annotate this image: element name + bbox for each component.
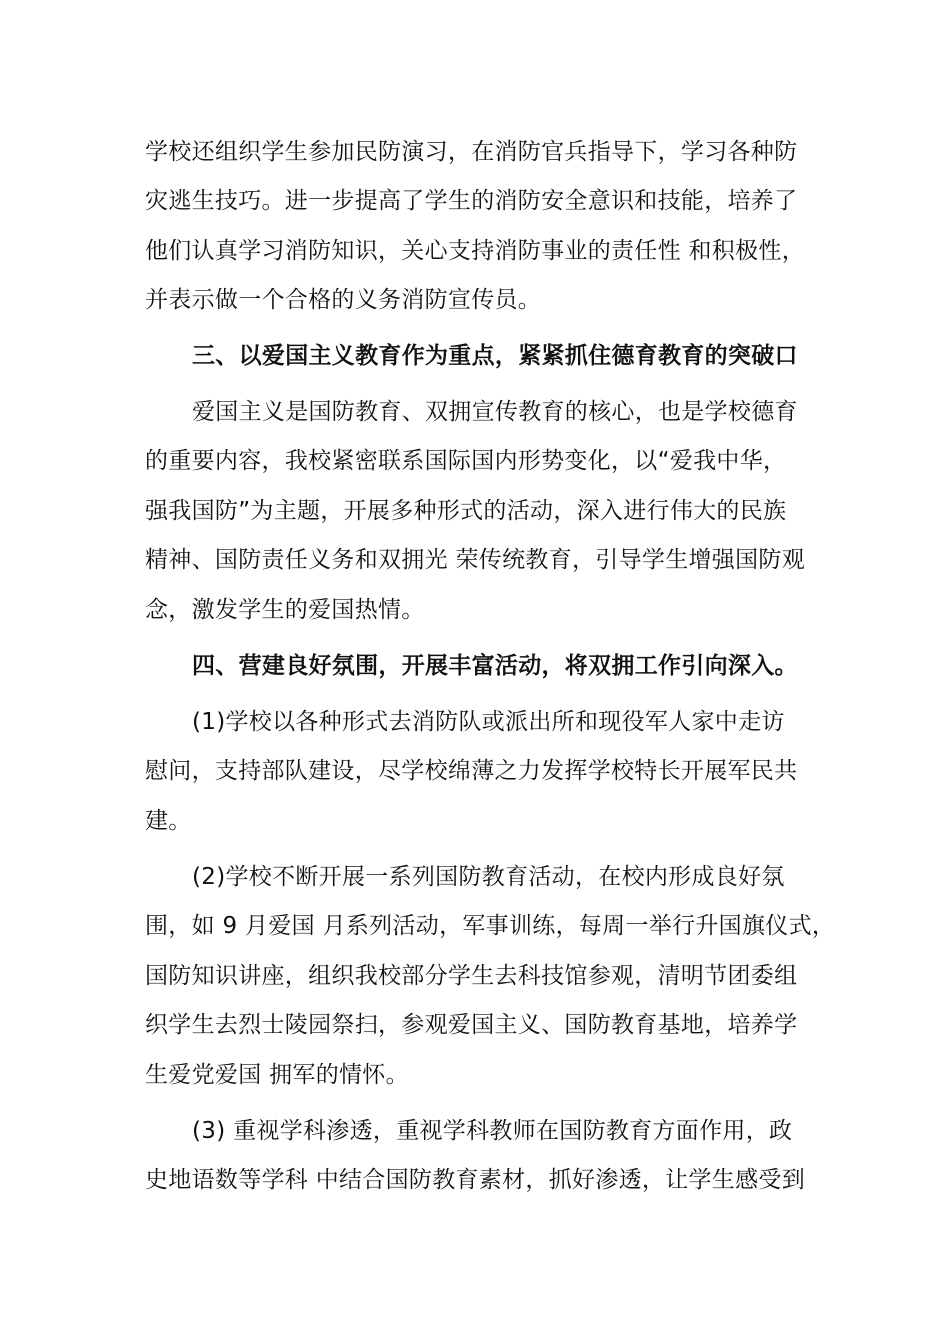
body-text-line: (3) 重视学科渗透，重视学科教师在国防教育方面作用，政 — [192, 1118, 793, 1144]
section-heading-3: 三、以爱国主义教育作为重点，紧紧抓住德育教育的突破口 — [192, 343, 798, 369]
body-text-line: 织学生去烈士陵园祭扫，参观爱国主义、国防教育基地，培养学 — [145, 1012, 798, 1038]
body-text-line: (2)学校不断开展一系列国防教育活动，在校内形成良好氛 — [192, 864, 785, 890]
body-text-line: 念，激发学生的爱国热情。 — [145, 597, 425, 623]
body-text-line: 强我国防”为主题，开展多种形式的活动，深入进行伟大的民族 — [145, 498, 787, 524]
body-text-line: 灾逃生技巧。进一步提高了学生的消防安全意识和技能，培养了 — [145, 188, 798, 214]
body-text-line: 并表示做一个合格的义务消防宣传员。 — [145, 287, 542, 313]
section-heading-4: 四、营建良好氛围，开展丰富活动，将双拥工作引向深入。 — [192, 653, 798, 679]
body-text-line: 爱国主义是国防教育、双拥宣传教育的核心，也是学校德育 — [192, 399, 798, 425]
body-text-line: 他们认真学习消防知识，关心支持消防事业的责任性 和积极性， — [145, 238, 806, 264]
body-text-line: 国防知识讲座，组织我校部分学生去科技馆参观，清明节团委组 — [145, 963, 798, 989]
body-text-line: 学校还组织学生参加民防演习，在消防官兵指导下，学习各种防 — [145, 139, 798, 165]
body-text-line: 精神、国防责任义务和双拥光 荣传统教育，引导学生增强国防观 — [145, 547, 806, 573]
body-text-line: 围，如 9 月爱国 月系列活动，军事训练，每周一举行升国旗仪式， — [145, 913, 836, 939]
body-text-line: (1)学校以各种形式去消防队或派出所和现役军人家中走访 — [192, 709, 785, 735]
body-text-line: 慰问，支持部队建设，尽学校绵薄之力发挥学校特长开展军民共 — [145, 758, 798, 784]
body-text-line: 建。 — [145, 808, 192, 834]
body-text-line: 生爱党爱国 拥军的情怀。 — [145, 1062, 409, 1088]
body-text-line: 史地语数等学科 中结合国防教育素材，抓好渗透，让学生感受到 — [145, 1167, 806, 1193]
body-text-line: 的重要内容，我校紧密联系国际国内形势变化，以“爱我中华， — [145, 448, 787, 474]
